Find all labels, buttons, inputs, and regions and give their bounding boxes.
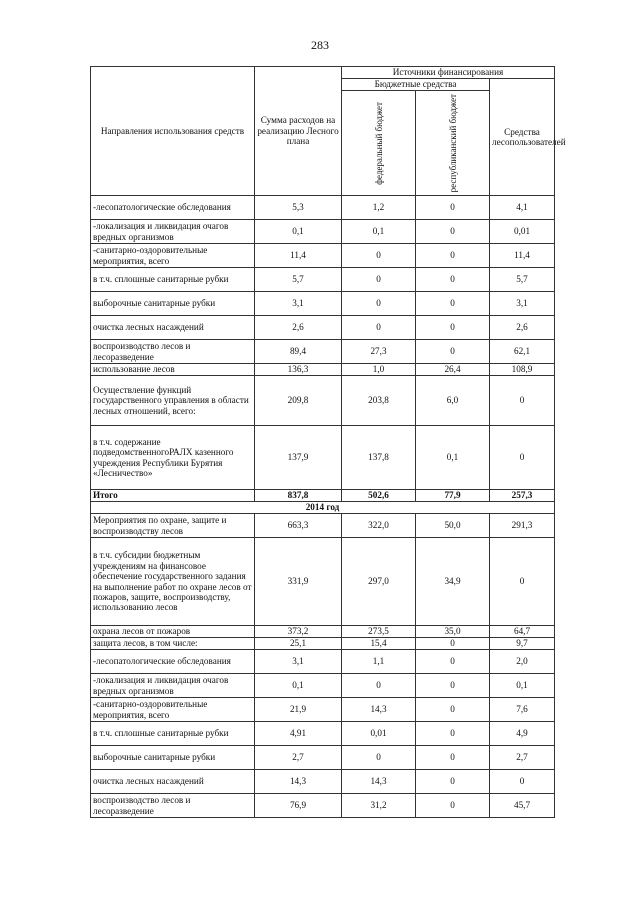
- row-republic: 0: [416, 220, 490, 244]
- row-name: использование лесов: [91, 364, 255, 376]
- row-users: 7,6: [490, 698, 555, 722]
- row-users: 62,1: [490, 340, 555, 364]
- row-total: 0,1: [255, 674, 342, 698]
- row-name: -локализация и ликвидация очагов вредных организмов: [91, 674, 255, 698]
- row-name: -лесопатологические обследования: [91, 196, 255, 220]
- row-users: 3,1: [490, 292, 555, 316]
- row-name: охрана лесов от пожаров: [91, 626, 255, 638]
- row-total: 2,6: [255, 316, 342, 340]
- row-total: 89,4: [255, 340, 342, 364]
- row-name: защита лесов, в том числе:: [91, 638, 255, 650]
- row-name: в т.ч. субсидии бюджетным учреждениям на финансовое обеспечение государственного задания на выполнение работ по охране лесов от пожаров, защите, воспроизводству, использованию лесов: [91, 538, 255, 626]
- row-users: 0: [490, 426, 555, 490]
- row-federal: 137,8: [342, 426, 416, 490]
- total-federal: 502,6: [342, 490, 416, 502]
- header-row-1: [91, 67, 555, 79]
- row-republic: 0: [416, 770, 490, 794]
- row-republic: 0: [416, 268, 490, 292]
- row-federal: 15,4: [342, 638, 416, 650]
- table-row: [91, 770, 555, 794]
- row-republic: 0: [416, 722, 490, 746]
- row-republic: 35,0: [416, 626, 490, 638]
- row-federal: 14,3: [342, 698, 416, 722]
- row-republic: 26,4: [416, 364, 490, 376]
- row-name: выборочные санитарные рубки: [91, 292, 255, 316]
- row-federal: 1,1: [342, 650, 416, 674]
- table-row: [91, 626, 555, 638]
- row-federal: 322,0: [342, 514, 416, 538]
- row-total: 663,3: [255, 514, 342, 538]
- total-row: [91, 490, 555, 502]
- row-name: очистка лесных насаждений: [91, 316, 255, 340]
- row-name: Мероприятия по охране, защите и воспроизводству лесов: [91, 514, 255, 538]
- row-name: -лесопатологические обследования: [91, 650, 255, 674]
- row-federal: 0: [342, 244, 416, 268]
- row-federal: 273,5: [342, 626, 416, 638]
- page-number: 283: [311, 38, 329, 52]
- row-total: 14,3: [255, 770, 342, 794]
- table-row: [91, 220, 555, 244]
- row-users: 5,7: [490, 268, 555, 292]
- row-name: Осуществление функций государственного управления в области лесных отношений, всего:: [91, 376, 255, 426]
- row-total: 25,1: [255, 638, 342, 650]
- header-republic-cell: [416, 91, 490, 196]
- row-total: 5,3: [255, 196, 342, 220]
- row-federal: 31,2: [342, 794, 416, 818]
- row-republic: 0: [416, 292, 490, 316]
- row-republic: 0: [416, 196, 490, 220]
- row-total: 2,7: [255, 746, 342, 770]
- table-row: [91, 316, 555, 340]
- financing-table: [90, 66, 566, 818]
- row-total: 3,1: [255, 650, 342, 674]
- table-row: [91, 674, 555, 698]
- row-name: в т.ч. содержание подведомственногоРАЛХ казенного учреждения Республики Бурятия «Лесничество»: [91, 426, 255, 490]
- row-users: 0,01: [490, 220, 555, 244]
- row-users: 4,9: [490, 722, 555, 746]
- row-total: 11,4: [255, 244, 342, 268]
- total-republic: 77,9: [416, 490, 490, 502]
- row-name: -санитарно-оздоровительные мероприятия, всего: [91, 698, 255, 722]
- row-users: 0,1: [490, 674, 555, 698]
- table-row: [91, 794, 555, 818]
- row-republic: 0: [416, 698, 490, 722]
- table-row: [91, 722, 555, 746]
- total-users: 257,3: [490, 490, 555, 502]
- year-row: [91, 502, 555, 514]
- row-federal: 0: [342, 268, 416, 292]
- row-federal: 1,0: [342, 364, 416, 376]
- table-row: [91, 376, 555, 426]
- row-federal: 0,1: [342, 220, 416, 244]
- row-name: в т.ч. сплошные санитарные рубки: [91, 722, 255, 746]
- row-users: 0: [490, 770, 555, 794]
- row-republic: 50,0: [416, 514, 490, 538]
- table-row: [91, 292, 555, 316]
- table-row: [91, 364, 555, 376]
- row-federal: 0: [342, 316, 416, 340]
- row-republic: 0,1: [416, 426, 490, 490]
- row-users: 45,7: [490, 794, 555, 818]
- row-total: 4,91: [255, 722, 342, 746]
- header-budget: Бюджетные средства: [342, 79, 490, 91]
- row-republic: 0: [416, 650, 490, 674]
- table-row: [91, 538, 555, 626]
- row-name: воспроизводство лесов и лесоразведение: [91, 794, 255, 818]
- header-federal: федеральный бюджет: [373, 101, 384, 185]
- header-direction: Направления использования средств: [91, 67, 255, 196]
- row-federal: 27,3: [342, 340, 416, 364]
- row-users: 2,6: [490, 316, 555, 340]
- row-users: 64,7: [490, 626, 555, 638]
- row-federal: 1,2: [342, 196, 416, 220]
- header-users: Средства лесопользователей: [490, 79, 555, 196]
- table-row: [91, 650, 555, 674]
- header-republic: республиканский бюджет: [447, 93, 458, 193]
- row-name: воспроизводство лесов и лесоразведение: [91, 340, 255, 364]
- table-row: [91, 244, 555, 268]
- row-users: 11,4: [490, 244, 555, 268]
- table-row: [91, 340, 555, 364]
- table-row: [91, 746, 555, 770]
- year-label: 2014 год: [91, 502, 555, 514]
- row-total: 136,3: [255, 364, 342, 376]
- header-total: Сумма расходов на реализацию Лесного плана: [255, 67, 342, 196]
- row-total: 76,9: [255, 794, 342, 818]
- row-republic: 0: [416, 674, 490, 698]
- row-total: 0,1: [255, 220, 342, 244]
- row-users: 9,7: [490, 638, 555, 650]
- total-total: 837,8: [255, 490, 342, 502]
- row-total: 21,9: [255, 698, 342, 722]
- header-sources: Источники финансирования: [342, 67, 555, 79]
- row-republic: 0: [416, 794, 490, 818]
- row-name: выборочные санитарные рубки: [91, 746, 255, 770]
- row-federal: 0: [342, 292, 416, 316]
- row-name: -санитарно-оздоровительные мероприятия, всего: [91, 244, 255, 268]
- row-users: 2,0: [490, 650, 555, 674]
- row-federal: 0,01: [342, 722, 416, 746]
- row-republic: 34,9: [416, 538, 490, 626]
- row-users: 4,1: [490, 196, 555, 220]
- row-name: в т.ч. сплошные санитарные рубки: [91, 268, 255, 292]
- row-republic: 0: [416, 638, 490, 650]
- row-republic: 6,0: [416, 376, 490, 426]
- row-name: очистка лесных насаждений: [91, 770, 255, 794]
- row-name: -локализация и ликвидация очагов вредных организмов: [91, 220, 255, 244]
- row-republic: 0: [416, 244, 490, 268]
- row-republic: 0: [416, 746, 490, 770]
- row-federal: 14,3: [342, 770, 416, 794]
- row-total: 209,8: [255, 376, 342, 426]
- row-users: 0: [490, 538, 555, 626]
- table-row: [91, 196, 555, 220]
- row-republic: 0: [416, 316, 490, 340]
- row-users: 2,7: [490, 746, 555, 770]
- row-federal: 203,8: [342, 376, 416, 426]
- table-row: [91, 426, 555, 490]
- row-total: 331,9: [255, 538, 342, 626]
- row-total: 137,9: [255, 426, 342, 490]
- total-name: Итого: [91, 490, 255, 502]
- row-total: 3,1: [255, 292, 342, 316]
- table-row: [91, 638, 555, 650]
- row-users: 0: [490, 376, 555, 426]
- table-row: [91, 514, 555, 538]
- header-federal-cell: [342, 91, 416, 196]
- table-row: [91, 698, 555, 722]
- table-row: [91, 268, 555, 292]
- row-federal: 297,0: [342, 538, 416, 626]
- row-users: 108,9: [490, 364, 555, 376]
- row-users: 291,3: [490, 514, 555, 538]
- row-total: 5,7: [255, 268, 342, 292]
- row-total: 373,2: [255, 626, 342, 638]
- row-federal: 0: [342, 674, 416, 698]
- row-federal: 0: [342, 746, 416, 770]
- row-republic: 0: [416, 340, 490, 364]
